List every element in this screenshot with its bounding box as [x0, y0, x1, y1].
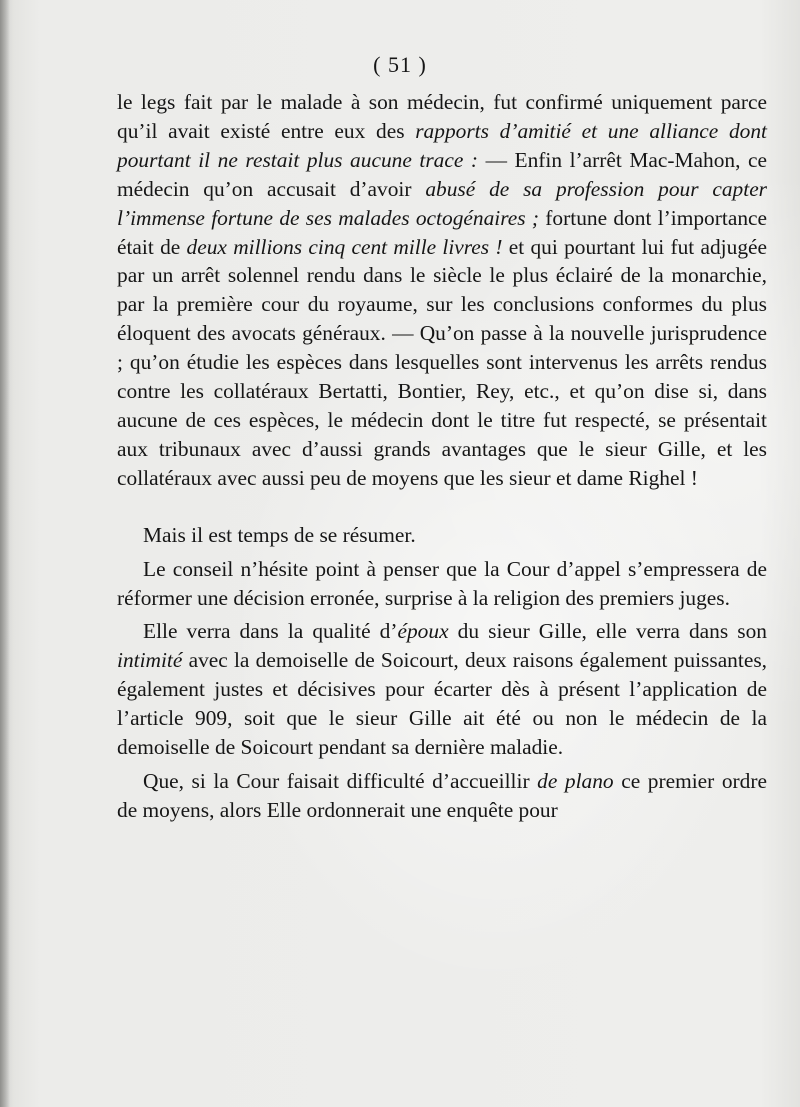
italic-text-run: deux millions cinq cent mille livres ! — [186, 234, 503, 259]
paragraph-epoux-intimite — [117, 617, 767, 762]
text-run: et qui pourtant lui fut adjugée par un arrêt solennel rendu dans le siècle le plus éclairé de la monarchie, par la première cour du royaume, sur les conclusions conformes du plus éloquent des avocats généraux. — Qu’on passe à la nouvelle jurisprudence ; qu’on étudie les espèces dans lesquelles sont intervenus les arrêts rendus contre les collatéraux Bertatti, Bontier, Rey, etc., et qu’on dise si, dans aucune de ces espèces, le médecin dont le titre fut respecté, se présentait aux tribunaux avec d’aussi grands avantages que le sieur Gille, et les collatéraux avec aussi peu de moyens que les sieur et dame Righel ! — [117, 234, 768, 490]
body-text — [117, 88, 767, 825]
text-run: Que, si la Cour faisait difficulté d’accueillir — [143, 768, 538, 793]
paragraph-conseil — [117, 555, 767, 613]
page-number: ( 51 ) — [373, 52, 427, 77]
italic-text-run: de plano — [537, 768, 614, 793]
text-run: du sieur Gille, elle verra dans son — [448, 619, 767, 644]
italic-text-run: intimité — [117, 648, 183, 673]
paragraph-resumer — [117, 521, 767, 550]
text-run: fortune dont l’importance était de — [117, 205, 767, 259]
page-binding-shadow — [0, 0, 10, 1107]
text-run: le legs fait par le malade à son médecin, fut confirmé uniquement parce qu’il avait existé entre eux des — [117, 90, 767, 143]
italic-text-run: abusé de sa profession pour capter l’immense fortune de ses malades octogénaires ; — [117, 176, 768, 230]
text-run: Le conseil n’hésite point à penser que la Cour d’appel s’empressera de réformer une décision erronée, surprise à la religion des premiers juges. — [117, 556, 767, 610]
text-run: Elle verra dans la qualité d’ — [143, 619, 398, 644]
italic-text-run: rapports d’amitié et une alliance dont pourtant il ne restait plus aucune trace : — [117, 118, 767, 172]
text-run: Mais il est temps de se résumer. — [143, 522, 416, 547]
paragraph-legs-medecin — [117, 88, 767, 493]
text-run: avec la demoiselle de Soicourt, deux raisons également puissantes, également justes et décisives pour écarter dès à présent l’application de l’article 909, soit que le sieur Gille ait été ou non le médecin de la demoiselle de Soicourt pendant sa dernière maladie. — [117, 648, 767, 760]
italic-text-run: époux — [397, 619, 449, 644]
text-run: ce premier ordre de moyens, alors Elle ordonnerait une enquête pour — [117, 768, 767, 822]
text-run: — Enfin l’arrêt Mac-Mahon, ce médecin qu’on accusait d’avoir — [117, 147, 768, 201]
paragraph-de-plano — [117, 767, 767, 825]
